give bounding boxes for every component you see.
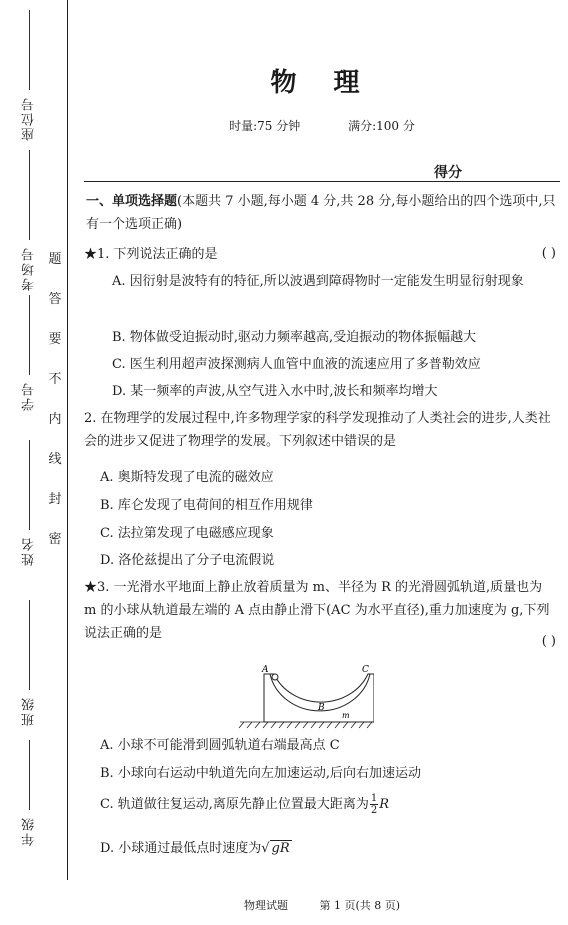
q3-stem: ★3. 一光滑水平地面上静止放着质量为 m、半径为 R 的光滑圆弧轨道,质量也为 m 的小球从轨道最左端的 A 点由静止滑下(AC 为水平直径),重力加速度为 g,下列说法正确的是 (84, 580, 550, 641)
section-heading (86, 190, 558, 236)
score-label: 得分 (434, 165, 462, 181)
fraction-denominator: 2 (370, 805, 378, 816)
class-label: 班级 (21, 696, 37, 726)
exam-time: 时量:75 分钟 (229, 119, 301, 133)
seat-field (6, 10, 52, 141)
arc-track-figure (238, 662, 374, 732)
seal-text (44, 240, 66, 560)
exam-room-label: 考场号 (21, 246, 37, 291)
q1-stem: ★1. 下列说法正确的是 (84, 247, 218, 262)
q1-option-b: B. 物体做受迫振动时,驱动力频率越高,受迫振动的物体振幅越大 (112, 330, 477, 345)
seat-blank (29, 10, 30, 90)
sqrt-radicand: gR (271, 841, 290, 856)
ground-hatching (239, 722, 372, 728)
exam-full-score: 满分:100 分 (348, 119, 415, 133)
grade-field (6, 740, 52, 846)
q2-option-d: D. 洛伦兹提出了分子电流假说 (100, 553, 275, 568)
binding-margin (0, 0, 70, 925)
q1-option-c: C. 医生利用超声波探测病人血管中血液的流速应用了多普勒效应 (112, 357, 481, 372)
footer-page: 第 1 页(共 8 页) (319, 899, 401, 912)
binding-line (67, 0, 68, 880)
seal-char: 不 (48, 372, 62, 387)
page-title: 物 理 (270, 68, 374, 98)
track-body (264, 674, 374, 722)
seal-char: 题 (48, 252, 62, 267)
seat-label: 座位号 (21, 96, 37, 141)
label-c: C (362, 665, 369, 675)
exam-meta (84, 117, 560, 134)
seal-char: 内 (48, 412, 62, 427)
q3-option-d (100, 836, 550, 861)
class-blank (29, 600, 30, 690)
question-2 (84, 407, 556, 453)
name-label: 姓名 (21, 536, 37, 566)
q2-stem: 2. 在物理学的发展过程中,许多物理学家的科学发现推动了人类社会的进步,人类社会的进步又促进了物理学的发展。下列叙述中错误的是 (84, 411, 551, 449)
label-m: m (342, 711, 350, 720)
page-footer (84, 897, 560, 913)
seal-char: 密 (48, 532, 62, 547)
section-title: 一、单项选择题 (86, 194, 178, 209)
grade-label: 年级 (21, 816, 37, 846)
footer-subject: 物理试题 (243, 899, 288, 912)
seal-char: 封 (48, 492, 62, 507)
q3-option-a: A. 小球不可能滑到圆弧轨道右端最高点 C (100, 738, 340, 753)
label-b: B (318, 703, 325, 713)
divider (84, 181, 560, 182)
q1-option-d: D. 某一频率的声波,从空气进入水中时,波长和频率均增大 (112, 384, 438, 399)
q2-option-b: B. 库仑发现了电荷间的相互作用规律 (100, 498, 313, 513)
q1-answer-paren[interactable]: ( ) (541, 246, 556, 261)
q2-option-c: C. 法拉第发现了电磁感应现象 (100, 526, 274, 541)
q3-c-text: C. 轨道做往复运动,离原先静止位置最大距离为 (100, 797, 369, 812)
q3-c-radius: R (379, 797, 390, 812)
q3-option-b: B. 小球向右运动中轨道先向左加速运动,后向右加速运动 (100, 766, 421, 781)
name-blank (29, 440, 30, 530)
label-a: A (262, 665, 269, 675)
score-box (434, 162, 552, 182)
ball (272, 674, 278, 680)
q3-answer-paren[interactable]: ( ) (541, 634, 556, 649)
q2-option-a: A. 奥斯特发现了电流的磁效应 (100, 470, 274, 485)
question-3 (84, 576, 556, 645)
question-1 (84, 243, 556, 266)
q3-option-c (100, 792, 550, 817)
seal-char: 要 (48, 332, 62, 347)
fraction (370, 793, 378, 816)
q1-option-a: A. 因衍射是波特有的特征,所以波遇到障碍物时一定能发生明显衍射现象 (112, 274, 524, 289)
sqrt-icon: √ (261, 841, 270, 856)
class-field (6, 600, 52, 726)
seal-char: 答 (48, 292, 62, 307)
seal-char: 线 (48, 452, 62, 467)
q3-d-text: D. 小球通过最低点时速度为 (100, 841, 262, 856)
student-no-label: 学号 (21, 381, 37, 411)
student-no-blank (29, 295, 30, 375)
section-desc: (本题共 7 小题,每小题 4 分,共 28 分,每小题给出的四个选项中,只有一个选项正确) (86, 194, 556, 232)
exam-room-blank (29, 150, 30, 240)
grade-blank (29, 740, 30, 810)
fraction-numerator: 1 (370, 793, 378, 804)
